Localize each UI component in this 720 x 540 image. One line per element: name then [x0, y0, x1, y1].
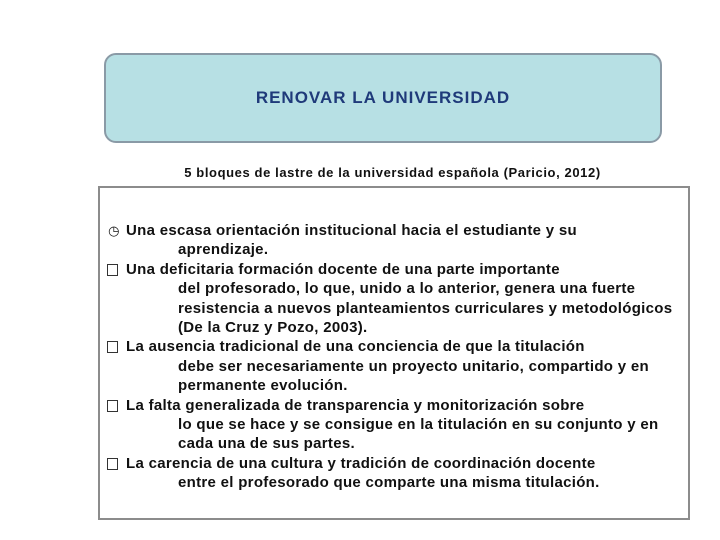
item-first-line: La falta generalizada de transparencia y monitorización sobre	[126, 396, 585, 414]
item-continuation: lo que se hace y se consigue en la titulación en su conjunto y en cada una de sus partes.	[178, 416, 659, 453]
square-bullet-icon	[107, 458, 118, 470]
subtitle: 5 bloques de lastre de la universidad española (Paricio, 2012)	[184, 165, 601, 180]
item-first-line: Una deficitaria formación docente de una parte importante	[126, 260, 560, 278]
list-item	[106, 396, 690, 454]
square-bullet-icon	[107, 400, 118, 412]
square-bullet-icon	[107, 341, 118, 353]
list-item	[106, 454, 690, 493]
title-box	[104, 53, 662, 143]
page-title: RENOVAR LA UNIVERSIDAD	[255, 88, 511, 107]
clock-bullet-icon: ◷	[108, 223, 120, 238]
item-first-line: Una escasa orientación institucional hacia el estudiante y su	[126, 222, 577, 239]
item-first-line: La carencia de una cultura y tradición de coordinación docente	[126, 454, 596, 472]
item-continuation: aprendizaje.	[178, 241, 269, 259]
list-item	[106, 260, 690, 338]
item-continuation: debe ser necesariamente un proyecto unitario, compartido y en permanente evolución.	[178, 357, 649, 395]
item-continuation: del profesorado, lo que, unido a lo anterior, genera una fuerte resistencia a nuevos planteamientos curriculares y metodológicos (De la Cruz y Pozo, 2003).	[178, 280, 673, 337]
item-first-line: La ausencia tradicional de una conciencia de que la titulación	[126, 338, 585, 356]
item-continuation: entre el profesorado que comparte una misma titulación.	[178, 474, 600, 492]
list-item	[106, 221, 690, 260]
bullet-list	[106, 221, 690, 493]
square-bullet-icon	[107, 264, 118, 276]
list-item	[106, 337, 690, 395]
